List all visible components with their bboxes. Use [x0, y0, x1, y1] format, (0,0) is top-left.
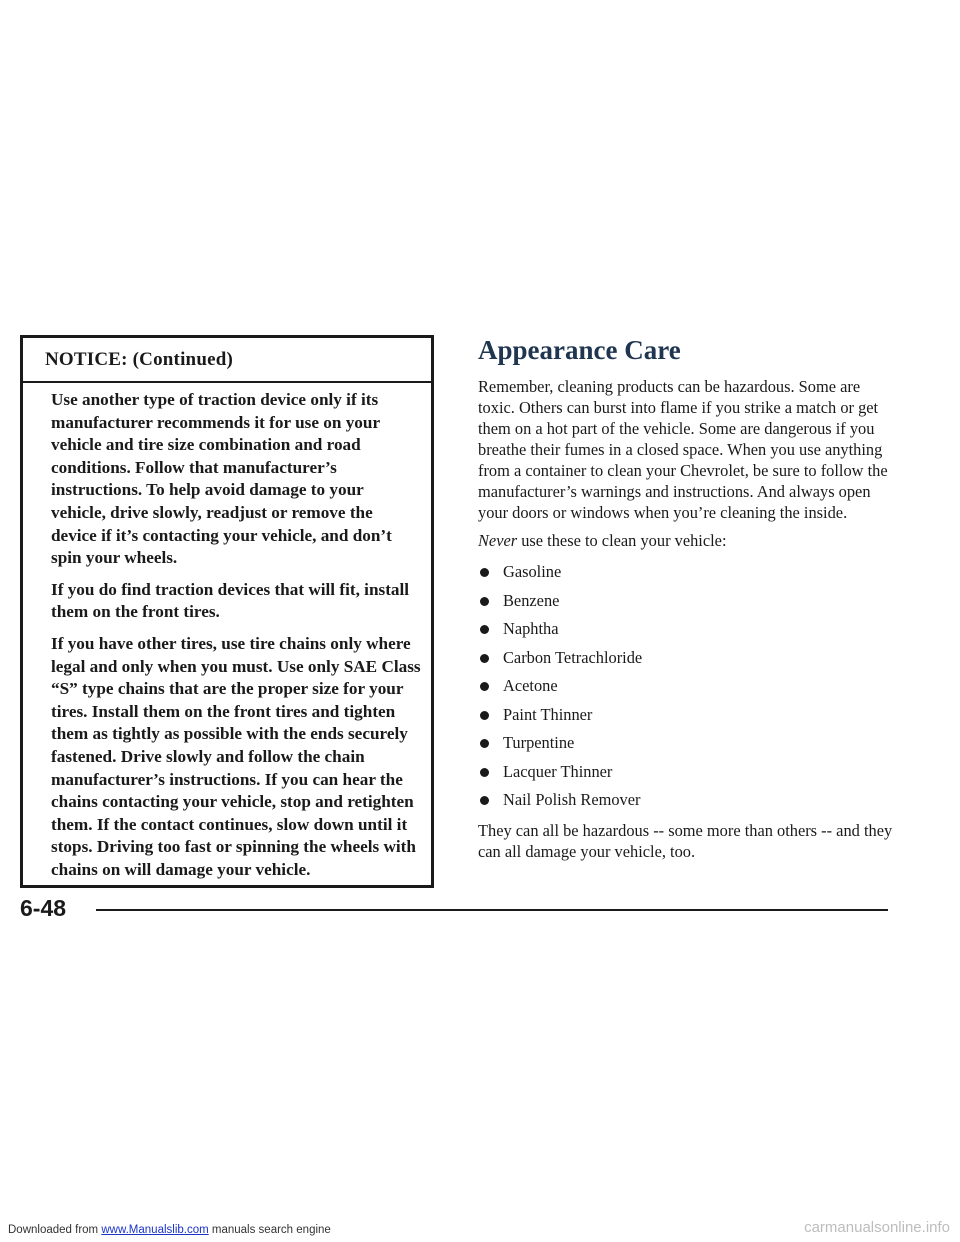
bullet-icon	[480, 796, 489, 805]
list-item: Benzene	[478, 587, 898, 616]
watermark-text: carmanualsonline.info	[804, 1219, 950, 1236]
list-item: Paint Thinner	[478, 701, 898, 730]
page-number: 6-48	[20, 895, 72, 922]
bullet-icon	[480, 568, 489, 577]
section-title: Appearance Care	[478, 335, 681, 365]
never-sentence	[478, 530, 898, 551]
list-item: Acetone	[478, 672, 898, 701]
notice-header: NOTICE: (Continued)	[23, 338, 431, 383]
list-item: Carbon Tetrachloride	[478, 644, 898, 673]
appearance-care-section	[478, 335, 898, 869]
download-source-line: Downloaded from www.Manualslib.com manuals search engine	[8, 1224, 331, 1236]
bullet-icon	[480, 711, 489, 720]
bullet-icon	[480, 739, 489, 748]
bullet-icon	[480, 625, 489, 634]
list-item: Lacquer Thinner	[478, 758, 898, 787]
notice-paragraph-2: If you do find traction devices that will fit, install them on the front tires.	[51, 579, 410, 622]
list-item: Turpentine	[478, 729, 898, 758]
list-item: Naphtha	[478, 615, 898, 644]
list-item: Nail Polish Remover	[478, 786, 898, 815]
closing-paragraph: They can all be hazardous -- some more than others -- and they can all damage your vehicle, too.	[478, 820, 893, 861]
notice-paragraph-1: Use another type of traction device only if its manufacturer recommends it for use on your vehicle and tire size combination and road conditions. Follow that manufacturer’s instructions. To help avoid damage to your vehicle, drive slowly, readjust or remove the device if it’s contacting your vehicle, and don’t spin your wheels.	[51, 390, 392, 568]
bullet-icon	[480, 682, 489, 691]
bullet-icon	[480, 597, 489, 606]
notice-body	[23, 383, 431, 881]
never-word: Never	[478, 531, 518, 550]
product-list	[478, 558, 898, 815]
list-item: Gasoline	[478, 558, 898, 587]
notice-box	[20, 335, 434, 888]
bullet-icon	[480, 654, 489, 663]
footer-rule	[96, 909, 888, 911]
bullet-icon	[480, 768, 489, 777]
intro-paragraph: Remember, cleaning products can be hazardous. Some are toxic. Others can burst into flame if you strike a match or get them on a hot part of the vehicle. Some are dangerous if you breathe their fumes in a closed space. When you use anything from a container to clean your Chevrolet, be sure to follow the manufacturer’s warnings and instructions. And always open your doors or windows when you’re cleaning the inside.	[478, 377, 888, 522]
notice-paragraph-3: If you have other tires, use tire chains only where legal and only when you must. Use only SAE Class “S” type chains that are the proper size for your tires. Install them on the front tires and tighten them as tightly as possible with the ends securely fastened. Drive slowly and follow the chain manufacturer’s instructions. If you can hear the chains contacting your vehicle, stop and retighten them. If the contact continues, slow down until it stops. Driving too fast or spinning the wheels with chains on will damage your vehicle.	[51, 633, 421, 879]
manualslib-link[interactable]: www.Manualslib.com	[101, 1224, 209, 1236]
never-rest: use these to clean your vehicle:	[517, 531, 727, 550]
